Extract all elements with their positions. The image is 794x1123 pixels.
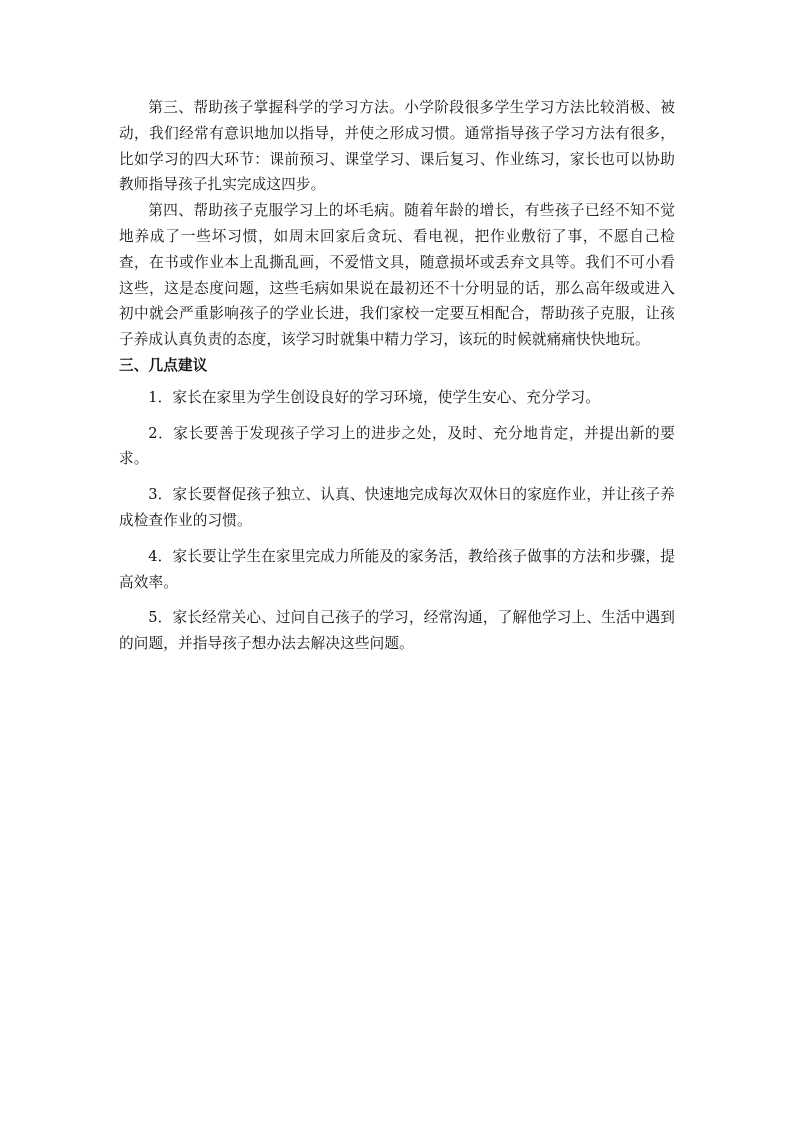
paragraph-bad-habits: 第四、帮助孩子克服学习上的坏毛病。随着年龄的增长，有些孩子已经不知不觉地养成了一些坏习惯，如周末回家后贪玩、看电视，把作业敷衍了事，不愿自己检查，在书或作业本上乱撕乱画，不爱惜文具，随意损坏或丢弃文具等。我们不可小看这些，这是态度问题，这些毛病如果说在最初还不十分明显的话，那么高年级或进入初中就会严重影响孩子的学业长进，我们家校一定要互相配合，帮助孩子克服，让孩子养成认真负责的态度，该学习时就集中精力学习，该玩的时候就痛痛快快地玩。 <box>119 202 675 349</box>
suggestion-item-3: 3．家长要督促孩子独立、认真、快速地完成每次双休日的家庭作业，并让孩子养成检查作业的习惯。 <box>119 486 675 529</box>
document-body <box>119 95 675 667</box>
suggestion-item-1: 1．家长在家里为学生创设良好的学习环境，使学生安心、充分学习。 <box>148 388 600 406</box>
section-heading-suggestions: 三、几点建议 <box>119 356 208 374</box>
suggestion-item-2: 2．家长要善于发现孩子学习上的进步之处，及时、充分地肯定，并提出新的要求。 <box>119 424 675 468</box>
paragraph-study-methods: 第三、帮助孩子掌握科学的学习方法。小学阶段很多学生学习方法比较消极、被动，我们经常有意识地加以指导，并使之形成习惯。通常指导孩子学习方法有很多，比如学习的四大环节：课前预习、课堂学习、课后复习、作业练习，家长也可以协助教师指导孩子扎实完成这四步。 <box>119 99 675 194</box>
suggestion-item-4: 4．家长要让学生在家里完成力所能及的家务活，教给孩子做事的方法和步骤，提高效率。 <box>119 547 675 591</box>
suggestion-item-5: 5．家长经常关心、过问自己孩子的学习，经常沟通，了解他学习上、生活中遇到的问题，并指导孩子想办法去解决这些问题。 <box>119 609 675 653</box>
